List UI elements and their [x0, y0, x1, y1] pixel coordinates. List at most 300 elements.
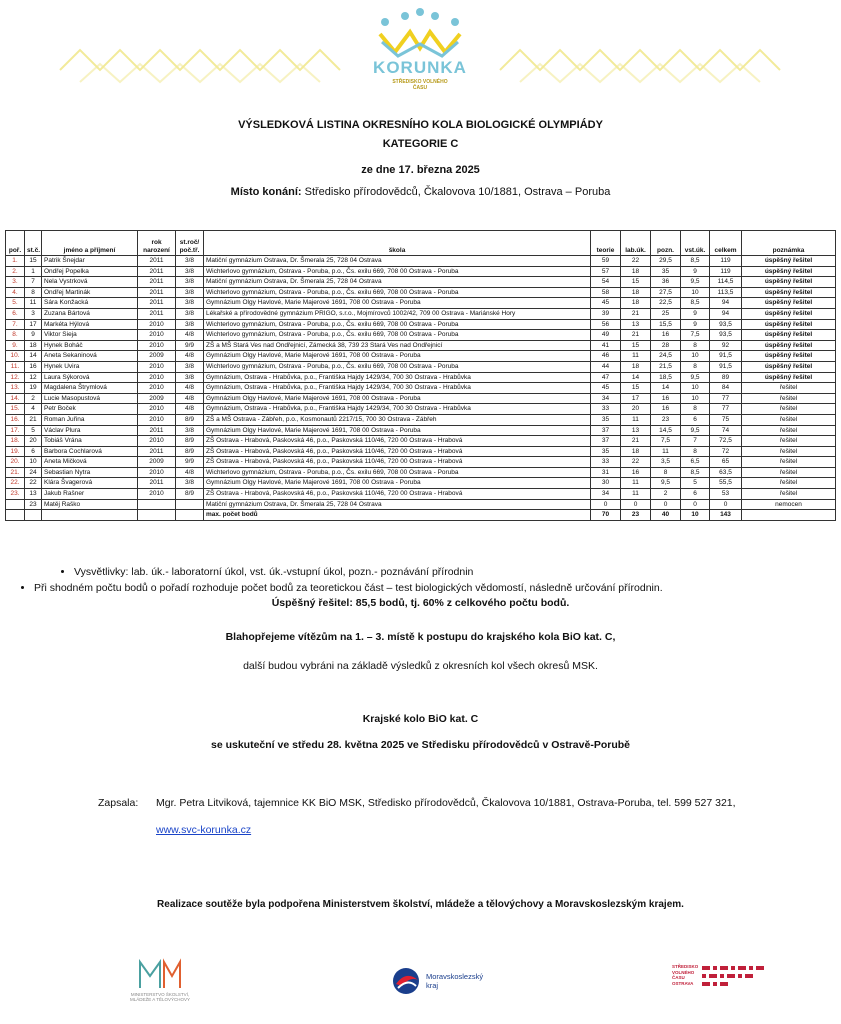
cell-col-school: ZŠ a MŠ Stará Ves nad Ondřejnicí, Zámecká 38, 739 23 Stará Ves nad Ondřejnicí — [204, 340, 591, 351]
cell-col-identification: 14 — [651, 383, 681, 394]
cell-col-school: Wichterlovo gymnázium, Ostrava - Poruba, p.o., Čs. exilu 669, 708 00 Ostrava - Poruba — [204, 330, 591, 341]
cell-col-school: Gymnázium, Ostrava - Hrabůvka, p.o., Františka Hajdy 1429/34, 700 30 Ostrava - Hrabůvka — [204, 383, 591, 394]
cell-col-rank: 11. — [6, 361, 25, 372]
cell-col-total: 0 — [710, 499, 742, 510]
category-title: KATEGORIE C — [382, 138, 459, 150]
cell-col-total: 74 — [710, 425, 742, 436]
table-row — [6, 340, 836, 351]
cell-col-total: 75 — [710, 414, 742, 425]
svc-line-1: STŘEDISKO — [672, 964, 699, 969]
cell-col-rank: 20. — [6, 457, 25, 468]
table-row — [6, 457, 836, 468]
cell-col-lab: 21 — [621, 308, 651, 319]
cell-col-lab: 14 — [621, 372, 651, 383]
cell-col-rank: 6. — [6, 308, 25, 319]
cell-col-entry: 9,5 — [681, 372, 710, 383]
cell-col-theory: 41 — [591, 340, 621, 351]
msk-name-2: kraj — [426, 981, 439, 990]
cell-col-lab: 15 — [621, 340, 651, 351]
cell-col-entry: 9 — [681, 319, 710, 330]
cell-col-theory: 58 — [591, 287, 621, 298]
cell-col-name: Patrik Šnejdar — [42, 256, 138, 267]
cell-col-identification: 11 — [651, 446, 681, 457]
cell-col-identification: 8 — [651, 467, 681, 478]
max-points-value: 40 — [651, 510, 681, 521]
cell-col-rank: 4. — [6, 287, 25, 298]
cell-col-identification: 28 — [651, 340, 681, 351]
cell-col-theory: 44 — [591, 361, 621, 372]
cell-col-birth-year: 2011 — [138, 308, 176, 319]
cell-col-total: 119 — [710, 266, 742, 277]
cell-col-entry: 5 — [681, 478, 710, 489]
cell-col-start-no: 17 — [25, 319, 42, 330]
cell-col-identification: 0 — [651, 499, 681, 510]
cell-col-grade: 3/8 — [176, 372, 204, 383]
regional-title: Krajské kolo BiO kat. C — [362, 713, 479, 725]
cell-col-rank: 3. — [6, 277, 25, 288]
cell-col-lab: 18 — [621, 266, 651, 277]
cell-col-total: 84 — [710, 383, 742, 394]
cell-col-birth-year: 2011 — [138, 446, 176, 457]
cell-col-total: 114,5 — [710, 277, 742, 288]
max-points-label: max. počet bodů — [204, 510, 591, 521]
cell-col-school: Matiční gymnázium Ostrava, Dr. Šmerala 25, 728 04 Ostrava — [204, 256, 591, 267]
cell-col-name: Zuzana Bártová — [42, 308, 138, 319]
cell-col-total: 94 — [710, 308, 742, 319]
cell-col-rank: 16. — [6, 414, 25, 425]
cell-col-theory: 59 — [591, 256, 621, 267]
cell-col-school: Gymnázium Olgy Havlové, Marie Majerové 1691, 708 00 Ostrava - Poruba — [204, 425, 591, 436]
cell-col-grade: 3/8 — [176, 298, 204, 309]
cell-col-start-no: 5 — [25, 425, 42, 436]
cell-col-note: řešitel — [742, 425, 836, 436]
cell-col-birth-year: 2010 — [138, 372, 176, 383]
cell-col-note: úspěšný řešitel — [742, 256, 836, 267]
cell-col-note: úspěšný řešitel — [742, 372, 836, 383]
cell-col-entry: 7 — [681, 436, 710, 447]
cell-col-grade: 4/8 — [176, 467, 204, 478]
korunka-logo — [360, 8, 480, 98]
cell-col-start-no: 22 — [25, 478, 42, 489]
note-legend: • Vysvětlivky: lab. úk.- laboratorní úkol, vst. úk.-vstupní úkol, pozn.- poznávání přírodnin — [74, 566, 820, 578]
cell-col-start-no: 6 — [25, 446, 42, 457]
table-row — [6, 436, 836, 447]
table-row — [6, 372, 836, 383]
cell-col-name: Klára Švagerová — [42, 478, 138, 489]
cell-col-entry: 8,5 — [681, 256, 710, 267]
cell-col-identification: 16 — [651, 404, 681, 415]
cell-col-entry: 6 — [681, 489, 710, 500]
website-link[interactable]: www.svc-korunka.cz — [156, 824, 252, 836]
cell-col-birth-year — [138, 499, 176, 510]
header-col-note: poznámka — [742, 231, 836, 256]
cell-col-start-no: 4 — [25, 404, 42, 415]
cell-col-birth-year: 2011 — [138, 256, 176, 267]
table-row — [6, 489, 836, 500]
cell-col-theory: 33 — [591, 404, 621, 415]
cell-col-lab: 20 — [621, 404, 651, 415]
cell-col-total: 113,5 — [710, 287, 742, 298]
cell-col-theory: 0 — [591, 499, 621, 510]
cell-col-name: Barbora Cochlarová — [42, 446, 138, 457]
cell-col-theory: 35 — [591, 446, 621, 457]
cell-col-lab: 18 — [621, 446, 651, 457]
notes-list — [34, 566, 820, 598]
cell-col-grade: 4/8 — [176, 383, 204, 394]
cell-col-birth-year: 2010 — [138, 436, 176, 447]
cell-col-start-no: 1 — [25, 266, 42, 277]
cell-col-theory: 57 — [591, 266, 621, 277]
table-row — [6, 393, 836, 404]
table-row — [6, 298, 836, 309]
cell-col-birth-year: 2009 — [138, 393, 176, 404]
header-col-rank: poř. — [6, 231, 25, 256]
cell-col-entry: 6,5 — [681, 457, 710, 468]
cell-col-start-no: 18 — [25, 340, 42, 351]
cell-col-entry: 10 — [681, 393, 710, 404]
cell-col-total: 94 — [710, 298, 742, 309]
cell-col-total: 53 — [710, 489, 742, 500]
max-points-value: 143 — [710, 510, 742, 521]
cell-col-entry: 8 — [681, 404, 710, 415]
max-points-value: 70 — [591, 510, 621, 521]
table-row — [6, 287, 836, 298]
cell-col-total: 93,5 — [710, 330, 742, 341]
cell-col-entry: 9,5 — [681, 277, 710, 288]
cell-col-name: Hynek Uvira — [42, 361, 138, 372]
cell-col-entry: 6 — [681, 414, 710, 425]
cell-col-lab: 21 — [621, 436, 651, 447]
header-col-identification: pozn. — [651, 231, 681, 256]
msmt-logo — [110, 958, 210, 1008]
cell-col-birth-year: 2009 — [138, 457, 176, 468]
header-col-lab: lab.úk. — [621, 231, 651, 256]
header-col-school: škola — [204, 231, 591, 256]
table-row — [6, 383, 836, 394]
cell-col-rank: 2. — [6, 266, 25, 277]
table-row — [6, 319, 836, 330]
cell-col-note: řešitel — [742, 457, 836, 468]
msk-emblem-icon — [390, 966, 424, 996]
cell-col-grade: 3/8 — [176, 308, 204, 319]
crown-icon — [360, 8, 480, 58]
cell-col-note: řešitel — [742, 404, 836, 415]
cell-col-rank: 23. — [6, 489, 25, 500]
cell-col-grade: 3/8 — [176, 256, 204, 267]
cell-col-lab: 0 — [621, 499, 651, 510]
cell-col-school: Wichterlovo gymnázium, Ostrava - Poruba, p.o., Čs. exilu 669, 708 00 Ostrava - Poruba — [204, 319, 591, 330]
cell-col-rank: 5. — [6, 298, 25, 309]
cell-col-lab: 13 — [621, 425, 651, 436]
cell-col-lab: 18 — [621, 298, 651, 309]
cell-col-identification: 23 — [651, 414, 681, 425]
cell-col-start-no: 10 — [25, 457, 42, 468]
cell-col-identification: 27,5 — [651, 287, 681, 298]
max-empty-cell — [42, 510, 138, 521]
cell-col-lab: 11 — [621, 351, 651, 362]
cell-col-name: Matěj Raško — [42, 499, 138, 510]
cell-col-note: úspěšný řešitel — [742, 277, 836, 288]
congrats-line: Blahopřejeme vítězům na 1. – 3. místě k postupu do krajského kola BiO kat. C, — [225, 631, 616, 643]
cell-col-entry: 10 — [681, 287, 710, 298]
cell-col-total: 91,5 — [710, 361, 742, 372]
cell-col-lab: 13 — [621, 319, 651, 330]
cell-col-entry: 10 — [681, 383, 710, 394]
cell-col-start-no: 15 — [25, 256, 42, 267]
cell-col-total: 91,5 — [710, 351, 742, 362]
logo-subtitle: STŘEDISKO VOLNÉHO ČASU — [392, 79, 448, 91]
cell-col-total: 119 — [710, 256, 742, 267]
cell-col-name: Aneta Mičková — [42, 457, 138, 468]
cell-col-theory: 47 — [591, 372, 621, 383]
cell-col-rank: 1. — [6, 256, 25, 267]
cell-col-rank: 9. — [6, 340, 25, 351]
table-row — [6, 266, 836, 277]
cell-col-total: 55,5 — [710, 478, 742, 489]
cell-col-note: úspěšný řešitel — [742, 340, 836, 351]
cell-col-name: Hynek Boháč — [42, 340, 138, 351]
cell-col-note: řešitel — [742, 467, 836, 478]
header-col-grade: st.roč/ poč.tř. — [176, 231, 204, 256]
cell-col-name: Tobiáš Vrána — [42, 436, 138, 447]
cell-col-theory: 34 — [591, 393, 621, 404]
table-row — [6, 330, 836, 341]
cell-col-identification: 22,5 — [651, 298, 681, 309]
cell-col-birth-year: 2011 — [138, 277, 176, 288]
table-row — [6, 478, 836, 489]
cell-col-rank: 7. — [6, 319, 25, 330]
date-line: ze dne 17. března 2025 — [361, 164, 480, 176]
max-empty-cell — [138, 510, 176, 521]
cell-col-entry: 9 — [681, 266, 710, 277]
cell-col-entry: 8 — [681, 446, 710, 457]
cell-col-name: Ondřej Popelka — [42, 266, 138, 277]
document-title: VÝSLEDKOVÁ LISTINA OKRESNÍHO KOLA BIOLOGICKÉ OLYMPIÁDY — [238, 119, 603, 131]
cell-col-identification: 25 — [651, 308, 681, 319]
cell-col-grade: 3/8 — [176, 277, 204, 288]
cell-col-grade: 8/9 — [176, 489, 204, 500]
cell-col-name: Sára Konžacká — [42, 298, 138, 309]
cell-col-identification: 3,5 — [651, 457, 681, 468]
header-col-theory: teorie — [591, 231, 621, 256]
cell-col-theory: 34 — [591, 489, 621, 500]
table-header-row — [6, 231, 836, 256]
cell-col-grade: 9/9 — [176, 457, 204, 468]
success-threshold: Úspěšný řešitel: 85,5 bodů, tj. 60% z celkového počtu bodů. — [271, 597, 570, 609]
cell-col-note: řešitel — [742, 478, 836, 489]
cell-col-total: 77 — [710, 393, 742, 404]
cell-col-grade: 8/9 — [176, 446, 204, 457]
cell-col-grade: 4/8 — [176, 404, 204, 415]
cell-col-school: Gymnázium Olgy Havlové, Marie Majerové 1691, 708 00 Ostrava - Poruba — [204, 478, 591, 489]
cell-col-birth-year: 2010 — [138, 319, 176, 330]
cell-col-note: úspěšný řešitel — [742, 319, 836, 330]
author-line — [98, 797, 828, 809]
cell-col-birth-year: 2010 — [138, 467, 176, 478]
cell-col-total: 72,5 — [710, 436, 742, 447]
cell-col-theory: 37 — [591, 425, 621, 436]
cell-col-note: úspěšný řešitel — [742, 298, 836, 309]
cell-col-school: Lékařské a přírodovědné gymnázium PRIGO, s.r.o., Mojmírovců 1002/42, 709 00 Ostrava - Mariánské Hory — [204, 308, 591, 319]
msk-logo — [390, 966, 500, 996]
cell-col-entry: 8,5 — [681, 467, 710, 478]
cell-col-identification: 9,5 — [651, 478, 681, 489]
table-row — [6, 351, 836, 362]
cell-col-birth-year: 2009 — [138, 351, 176, 362]
cell-col-entry: 8 — [681, 340, 710, 351]
cell-col-name: Roman Juřina — [42, 414, 138, 425]
logo-wordmark: KORUNKA — [373, 58, 467, 77]
max-empty-cell — [176, 510, 204, 521]
cell-col-name: Lucie Masopustová — [42, 393, 138, 404]
cell-col-entry: 10 — [681, 351, 710, 362]
cell-col-grade: 8/9 — [176, 436, 204, 447]
cell-col-entry: 8 — [681, 361, 710, 372]
cell-col-total: 63,5 — [710, 467, 742, 478]
svc-dots-icon — [702, 964, 772, 988]
cell-col-lab: 18 — [621, 361, 651, 372]
table-row — [6, 404, 836, 415]
cell-col-school: Gymnázium, Ostrava - Hrabůvka, p.o., Františka Hajdy 1429/34, 700 30 Ostrava - Hrabůvka — [204, 404, 591, 415]
table-row — [6, 308, 836, 319]
cell-col-identification: 35 — [651, 266, 681, 277]
header-col-total: celkem — [710, 231, 742, 256]
header-col-start-no: st.č. — [25, 231, 42, 256]
cell-col-lab: 15 — [621, 277, 651, 288]
cell-col-start-no: 8 — [25, 287, 42, 298]
cell-col-note: řešitel — [742, 436, 836, 447]
cell-col-rank: 10. — [6, 351, 25, 362]
cell-col-school: Wichterlovo gymnázium, Ostrava - Poruba, p.o., Čs. exilu 669, 708 00 Ostrava - Poruba — [204, 287, 591, 298]
cell-col-rank: 14. — [6, 393, 25, 404]
cell-col-name: Petr Boček — [42, 404, 138, 415]
place-value: Středisko přírodovědců, Čkalovova 10/1881, Ostrava – Poruba — [301, 186, 611, 198]
msk-name-1: Moravskoslezský — [426, 972, 484, 981]
cell-col-note: řešitel — [742, 446, 836, 457]
cell-col-rank — [6, 499, 25, 510]
note-tiebreak: • Při shodném počtu bodů o pořadí rozhoduje počet bodů za teoretickou část – test biologických vědomostí, následně určování přírodnin. — [34, 582, 820, 594]
cell-col-entry: 7,5 — [681, 330, 710, 341]
table-row — [6, 467, 836, 478]
cell-col-lab: 17 — [621, 393, 651, 404]
cell-col-entry: 8,5 — [681, 298, 710, 309]
place-label: Místo konání: — [230, 186, 302, 198]
cell-col-lab: 11 — [621, 489, 651, 500]
cell-col-start-no: 20 — [25, 436, 42, 447]
results-table — [5, 230, 836, 521]
cell-col-theory: 39 — [591, 308, 621, 319]
cell-col-school: ZŠ Ostrava - Hrabová, Paskovská 46, p.o., Paskovská 110/46, 720 00 Ostrava - Hrabová — [204, 436, 591, 447]
table-row — [6, 446, 836, 457]
cell-col-birth-year: 2010 — [138, 361, 176, 372]
cell-col-identification: 18,5 — [651, 372, 681, 383]
cell-col-rank: 12. — [6, 372, 25, 383]
cell-col-start-no: 2 — [25, 393, 42, 404]
table-row — [6, 414, 836, 425]
cell-col-name: Václav Plura — [42, 425, 138, 436]
max-empty-cell — [742, 510, 836, 521]
cell-col-total: 77 — [710, 404, 742, 415]
cell-col-identification: 16 — [651, 393, 681, 404]
cell-col-school: Gymnázium Olgy Havlové, Marie Majerové 1691, 708 00 Ostrava - Poruba — [204, 351, 591, 362]
cell-col-school: ZŠ Ostrava - Hrabová, Paskovská 46, p.o., Paskovská 110/46, 720 00 Ostrava - Hrabová — [204, 457, 591, 468]
cell-col-school: Matiční gymnázium Ostrava, Dr. Šmerala 25, 728 04 Ostrava — [204, 277, 591, 288]
header-col-name: jméno a příjmení — [42, 231, 138, 256]
cell-col-school: Gymnázium Olgy Havlové, Marie Majerové 1691, 708 00 Ostrava - Poruba — [204, 393, 591, 404]
cell-col-total: 65 — [710, 457, 742, 468]
cell-col-school: ZŠ Ostrava - Hrabová, Paskovská 46, p.o., Paskovská 110/46, 720 00 Ostrava - Hrabová — [204, 489, 591, 500]
msmt-caption-2: MLÁDEŽE A TĚLOVÝCHOVY — [130, 997, 190, 1002]
cell-col-note: řešitel — [742, 393, 836, 404]
cell-col-grade: 3/8 — [176, 287, 204, 298]
cell-col-start-no: 7 — [25, 277, 42, 288]
cell-col-school: Wichterlovo gymnázium, Ostrava - Poruba, p.o., Čs. exilu 669, 708 00 Ostrava - Poruba — [204, 361, 591, 372]
cell-col-note: úspěšný řešitel — [742, 308, 836, 319]
cell-col-school: ZŠ a MŠ Ostrava - Zábřeh, p.o., Kosmonautů 2217/15, 700 30 Ostrava - Zábřeh — [204, 414, 591, 425]
cell-col-start-no: 14 — [25, 351, 42, 362]
cell-col-rank: 15. — [6, 404, 25, 415]
max-empty-cell — [25, 510, 42, 521]
cell-col-identification: 21,5 — [651, 361, 681, 372]
svc-line-2: VOLNÉHO — [672, 969, 695, 975]
cell-col-start-no: 11 — [25, 298, 42, 309]
cell-col-identification: 7,5 — [651, 436, 681, 447]
cell-col-theory: 54 — [591, 277, 621, 288]
cell-col-start-no: 12 — [25, 372, 42, 383]
cell-col-birth-year: 2011 — [138, 425, 176, 436]
svc-line-3: ČASU — [672, 975, 685, 980]
cell-col-grade: 8/9 — [176, 414, 204, 425]
author-text: Mgr. Petra Litviková, tajemnice KK BiO MSK, Středisko přírodovědců, Čkalovova 10/1881, Ostrava-Poruba, tel. 599 527 321, — [156, 797, 736, 809]
cell-col-grade: 4/8 — [176, 330, 204, 341]
cell-col-identification: 24,5 — [651, 351, 681, 362]
cell-col-school: ZŠ Ostrava - Hrabová, Paskovská 46, p.o., Paskovská 110/46, 720 00 Ostrava - Hrabová — [204, 446, 591, 457]
cell-col-note: úspěšný řešitel — [742, 330, 836, 341]
cell-col-note: úspěšný řešitel — [742, 351, 836, 362]
cell-col-name: Magdalena Štrymlová — [42, 383, 138, 394]
cell-col-lab: 11 — [621, 478, 651, 489]
cell-col-name: Sebastian Nytra — [42, 467, 138, 478]
cell-col-theory: 45 — [591, 298, 621, 309]
cell-col-school: Matiční gymnázium Ostrava, Dr. Šmerala 25, 728 04 Ostrava — [204, 499, 591, 510]
cell-col-grade: 9/9 — [176, 340, 204, 351]
cell-col-name: Jakub Rašner — [42, 489, 138, 500]
cell-col-birth-year: 2010 — [138, 489, 176, 500]
cell-col-name: Markéta Hýlová — [42, 319, 138, 330]
cell-col-theory: 30 — [591, 478, 621, 489]
cell-col-identification: 36 — [651, 277, 681, 288]
cell-col-start-no: 21 — [25, 414, 42, 425]
cell-col-total: 72 — [710, 446, 742, 457]
table-row — [6, 256, 836, 267]
cell-col-note: řešitel — [742, 383, 836, 394]
cell-col-birth-year: 2010 — [138, 414, 176, 425]
cell-col-identification: 2 — [651, 489, 681, 500]
cell-col-grade: 4/8 — [176, 351, 204, 362]
cell-col-total: 92 — [710, 340, 742, 351]
max-empty-cell — [6, 510, 25, 521]
cell-col-grade: 3/8 — [176, 425, 204, 436]
funding-note: Realizace soutěže byla podpořena Ministerstvem školství, mládeže a tělovýchovy a Moravskoslezským krajem. — [157, 899, 684, 910]
cell-col-total: 89 — [710, 372, 742, 383]
cell-col-start-no: 13 — [25, 489, 42, 500]
cell-col-note: řešitel — [742, 489, 836, 500]
cell-col-birth-year: 2011 — [138, 287, 176, 298]
cell-col-identification: 16 — [651, 330, 681, 341]
cell-col-birth-year: 2010 — [138, 383, 176, 394]
cell-col-birth-year: 2011 — [138, 478, 176, 489]
cell-col-note: úspěšný řešitel — [742, 287, 836, 298]
